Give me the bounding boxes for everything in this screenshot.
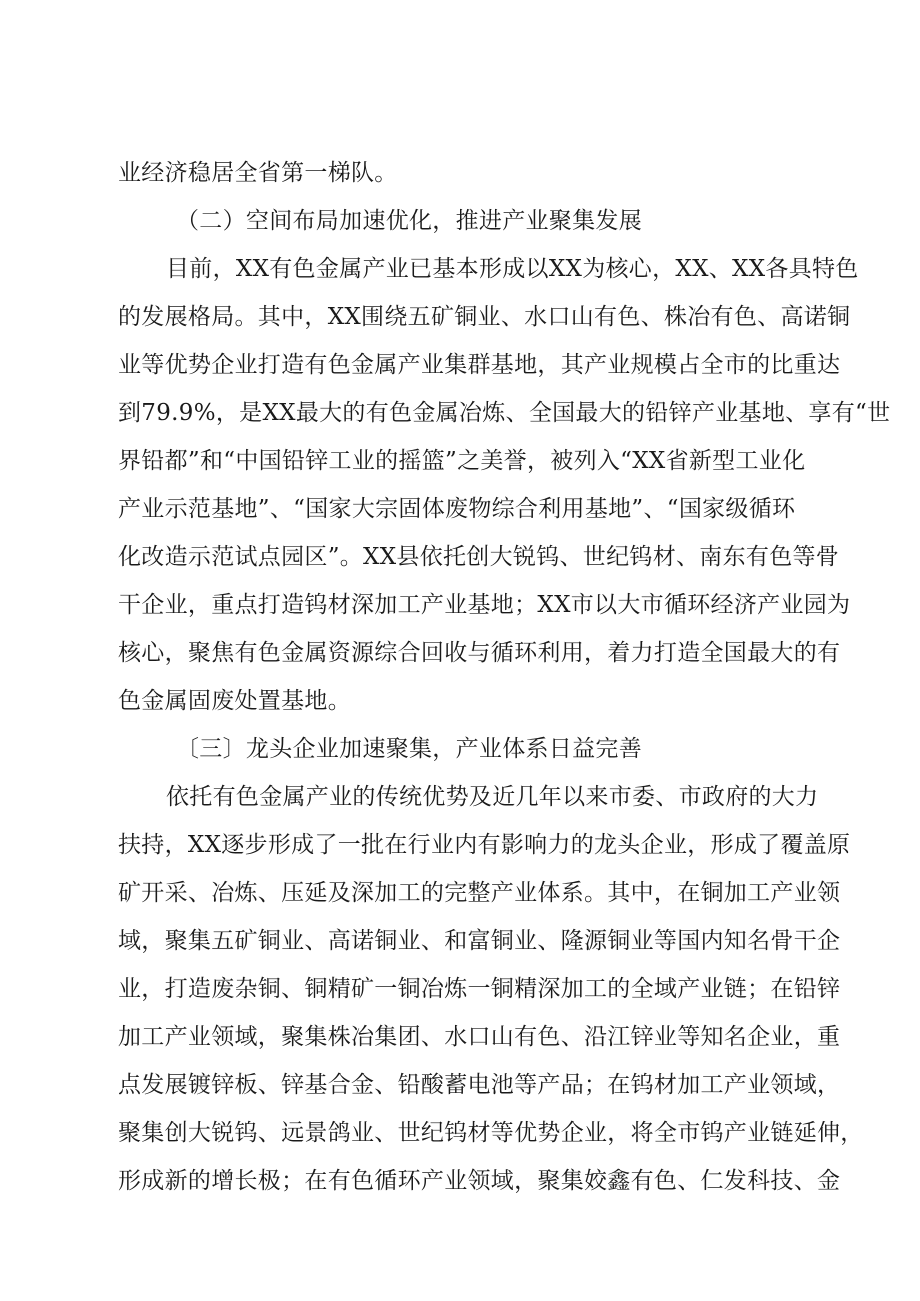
paragraph-line: 点发展镀锌板、锌基合金、铅酸蓄电池等产品；在钨材加工产业领域，	[118, 1072, 841, 1098]
paragraph-line: 矿开采、冶炼、压延及深加工的完整产业体系。其中，在铜加工产业领	[118, 880, 841, 906]
paragraph-line: 的发展格局。其中，XX围绕五矿铜业、水口山有色、株冶有色、高诺铜	[118, 304, 851, 330]
section-heading: 〔三〕龙头企业加速聚集，产业体系日益完善	[176, 736, 642, 762]
paragraph-line: 依托有色金属产业的传统优势及近几年以来市委、市政府的大力	[166, 784, 819, 810]
section-heading: （二）空间布局加速优化，推进产业聚集发展	[176, 208, 642, 234]
paragraph-line: 化改造示范试点园区”。XX县依托创大锐钨、世纪钨材、南东有色等骨	[118, 544, 840, 570]
paragraph-line: 扶持，XX逐步形成了一批在行业内有影响力的龙头企业，形成了覆盖原	[118, 832, 851, 858]
paragraph-line: 到79.9%，是XX最大的有色金属冶炼、全国最大的铅锌产业基地、享有“世	[118, 400, 891, 426]
paragraph-line: 核心，聚焦有色金属资源综合回收与循环利用，着力打造全国最大的有	[118, 640, 841, 666]
paragraph-line: 业等优势企业打造有色金属产业集群基地，其产业规模占全市的比重达	[118, 352, 841, 378]
paragraph-line: 界铅都”和“中国铅锌工业的摇篮”之美誉，被列入“XX省新型工业化	[118, 448, 806, 474]
paragraph-line: 形成新的增长极；在有色循环产业领域，聚集姣鑫有色、仁发科技、金	[118, 1168, 841, 1194]
paragraph-line: 色金属固废处置基地。	[118, 688, 351, 714]
paragraph-line: 业，打造废杂铜、铜精矿一铜冶炼一铜精深加工的全域产业链；在铅锌	[118, 976, 841, 1002]
paragraph-line: 聚集创大锐钨、远景鸽业、世纪钨材等优势企业，将全市钨产业链延伸，	[118, 1120, 864, 1146]
paragraph-line: 产业示范基地”、“国家大宗固体废物综合利用基地”、“国家级循环	[118, 496, 796, 522]
paragraph-line: 干企业，重点打造钨材深加工产业基地；XX市以大市循环经济产业园为	[118, 592, 851, 618]
paragraph-line: 域，聚集五矿铜业、高诺铜业、和富铜业、隆源铜业等国内知名骨干企	[118, 928, 841, 954]
paragraph-line: 目前，XX有色金属产业已基本形成以XX为核心，XX、XX各具特色	[166, 256, 859, 282]
paragraph-line: 加工产业领域，聚集株冶集团、水口山有色、沿江锌业等知名企业，重	[118, 1024, 841, 1050]
paragraph-line: 业经济稳居全省第一梯队。	[118, 160, 398, 186]
